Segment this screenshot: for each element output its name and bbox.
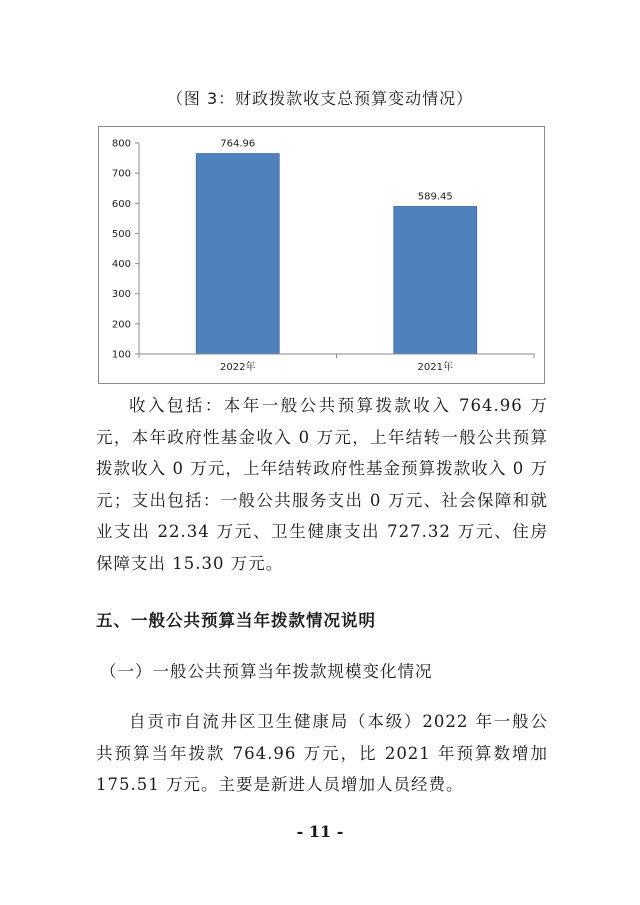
page-number: - 11 -: [296, 822, 344, 841]
y-tick-label: 400: [111, 259, 131, 271]
y-tick-label: 600: [111, 198, 131, 210]
bar-1: [196, 154, 279, 354]
y-tick-label: 200: [111, 319, 131, 331]
bar-2: [394, 206, 477, 354]
y-tick-label: 800: [111, 138, 131, 150]
figure-caption: （图 3：财政拨款收支总预算变动情况）: [166, 89, 474, 108]
bar-value-label: 764.96: [220, 138, 256, 150]
section-heading: 五、一般公共预算当年拨款情况说明: [96, 611, 376, 630]
y-tick-label: 700: [111, 168, 131, 180]
y-tick-label: 500: [111, 228, 131, 240]
income-expense-paragraph: 收入包括：本年一般公共预算拨款收入 764.96 万元，本年政府性基金收入 0 万元，上年结转一般公共预算拨款收入 0 万元，上年结转政府性基金预算拨款收入 0 万元；支出包括：一般公共服务支出 0 万元、社会保障和就业支出 22.34 万元、卫生健康支出 727.32 万元、住房保障支出 15.30 万元。: [96, 396, 548, 573]
x-axis: [139, 354, 534, 373]
sub-heading: （一）一般公共预算当年拨款规模变化情况: [100, 662, 433, 681]
bar-chart: [98, 126, 545, 384]
x-category-label: 2021年: [417, 362, 453, 373]
y-tick-label: 300: [111, 289, 131, 301]
bars: [196, 139, 476, 354]
appropriation-paragraph: 自贡市自流井区卫生健康局（本级）2022 年一般公共预算当年拨款 764.96 万元，比 2021 年预算数增加 175.51 万元。主要是新进人员增加人员经费。: [96, 712, 548, 794]
y-axis: [112, 139, 139, 361]
y-tick-label: 100: [111, 349, 131, 361]
bar-value-label: 589.45: [417, 191, 453, 203]
chart-svg: [99, 127, 544, 383]
x-category-label: 2022年: [220, 362, 256, 373]
